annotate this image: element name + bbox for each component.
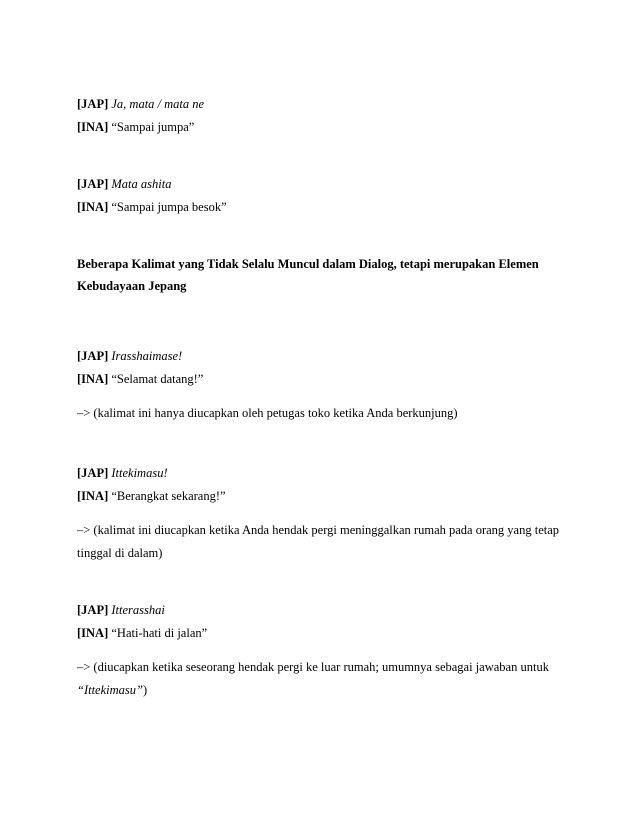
entry-note: –> (kalimat ini diucapkan ketika Anda hendak pergi meninggalkan rumah pada orang yang tetap bbox=[77, 523, 560, 537]
entry-note-continued: tinggal di dalam) bbox=[77, 546, 163, 560]
ina-phrase: “Berangkat sekarang!” bbox=[111, 489, 226, 503]
note-italic-quote: “Ittekimasu” bbox=[77, 683, 143, 697]
entry-note-continued bbox=[77, 682, 147, 698]
entry-ina-line bbox=[77, 488, 226, 504]
entry-ina-line bbox=[77, 199, 227, 215]
entry-jap-line bbox=[77, 96, 204, 112]
ina-tag: [INA] bbox=[77, 200, 109, 214]
ina-phrase: “Selamat datang!” bbox=[111, 372, 204, 386]
ina-phrase: “Hati-hati di jalan” bbox=[111, 626, 208, 640]
note-close-paren: ) bbox=[142, 683, 148, 697]
entry-note: –> (diucapkan ketika seseorang hendak pergi ke luar rumah; umumnya sebagai jawaban untuk bbox=[77, 660, 549, 674]
jap-tag: [JAP] bbox=[77, 177, 109, 191]
jap-phrase: Ja, mata / mata ne bbox=[111, 97, 205, 111]
ina-tag: [INA] bbox=[77, 372, 109, 386]
jap-tag: [JAP] bbox=[77, 349, 109, 363]
entry-jap-line bbox=[77, 465, 168, 481]
jap-phrase: Mata ashita bbox=[111, 177, 172, 191]
entry-ina-line bbox=[77, 625, 207, 641]
entry-jap-line bbox=[77, 348, 182, 364]
ina-phrase: “Sampai jumpa besok” bbox=[111, 200, 227, 214]
entry-ina-line bbox=[77, 119, 194, 135]
ina-tag: [INA] bbox=[77, 626, 109, 640]
entry-jap-line bbox=[77, 176, 171, 192]
jap-phrase: Irasshaimase! bbox=[111, 349, 183, 363]
entry-ina-line bbox=[77, 371, 203, 387]
jap-tag: [JAP] bbox=[77, 466, 109, 480]
jap-phrase: Itterasshai bbox=[111, 603, 165, 617]
section-heading-line1: Beberapa Kalimat yang Tidak Selalu Muncul dalam Dialog, tetapi merupakan Elemen bbox=[77, 257, 539, 271]
jap-tag: [JAP] bbox=[77, 603, 109, 617]
jap-phrase: Ittekimasu! bbox=[111, 466, 168, 480]
ina-phrase: “Sampai jumpa” bbox=[111, 120, 195, 134]
entry-jap-line bbox=[77, 602, 165, 618]
jap-tag: [JAP] bbox=[77, 97, 109, 111]
ina-tag: [INA] bbox=[77, 489, 109, 503]
section-heading-line2: Kebudayaan Jepang bbox=[77, 279, 187, 293]
ina-tag: [INA] bbox=[77, 120, 109, 134]
entry-note: –> (kalimat ini hanya diucapkan oleh petugas toko ketika Anda berkunjung) bbox=[77, 406, 458, 420]
